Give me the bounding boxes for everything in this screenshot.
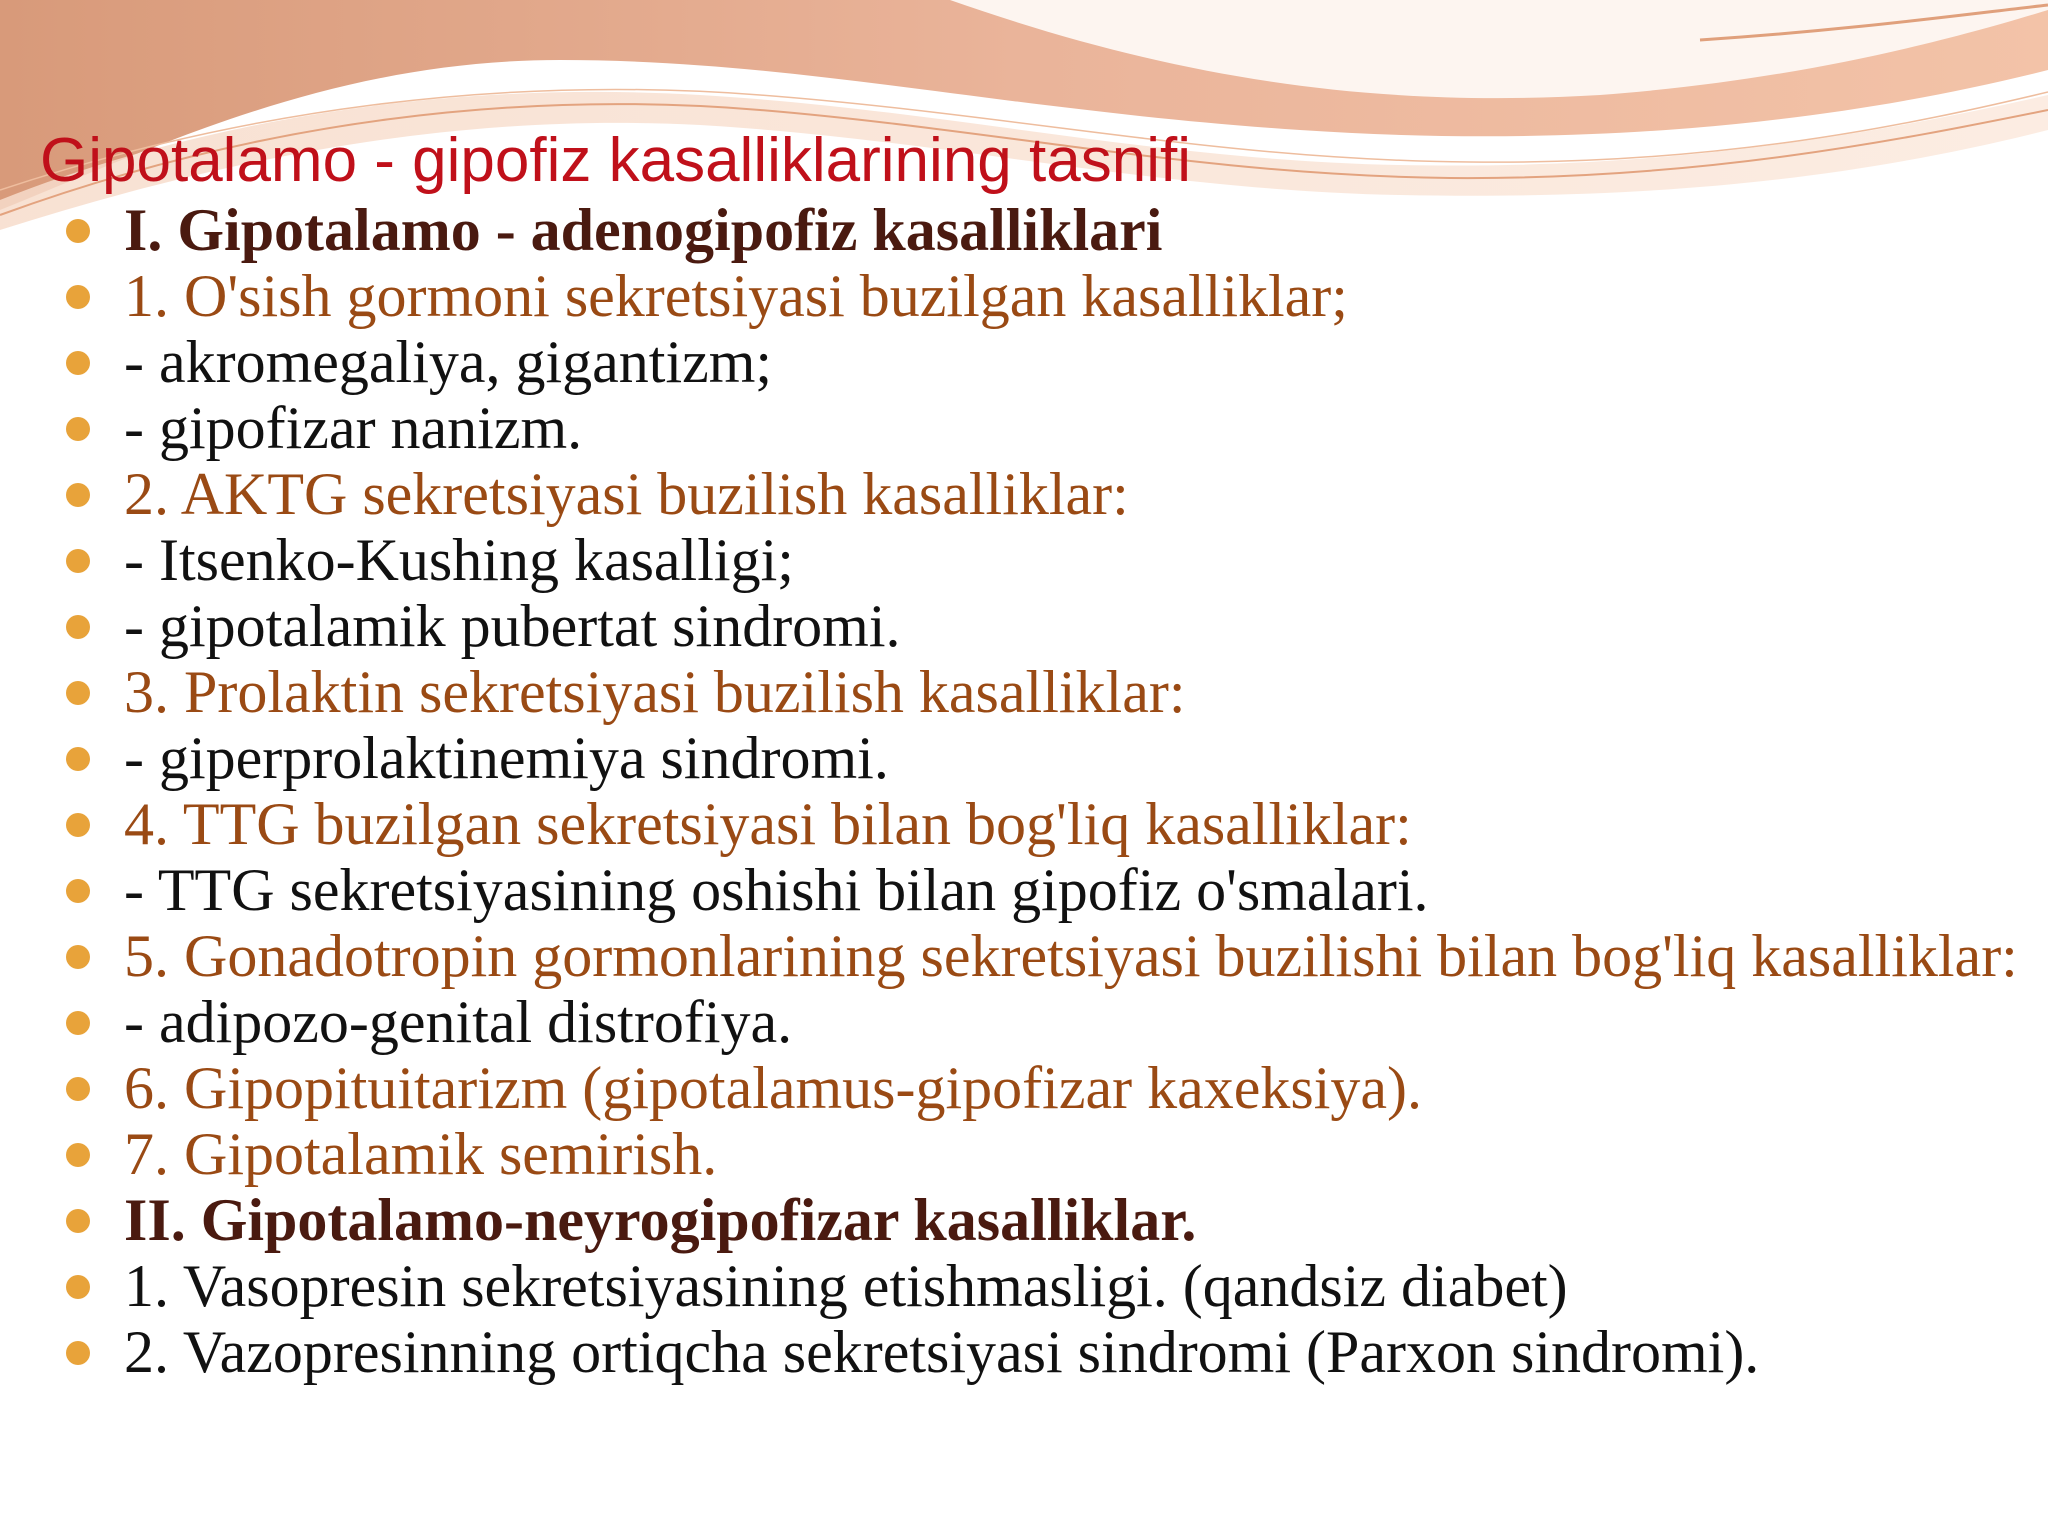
bullet-item bbox=[62, 1187, 2022, 1253]
bullet-text: - Itsenko-Kushing kasalligi; bbox=[124, 527, 794, 593]
bullet-item bbox=[62, 1055, 2022, 1121]
bullet-item bbox=[62, 659, 2022, 725]
bullet-item bbox=[62, 725, 2022, 791]
bullet-dot-icon bbox=[66, 813, 90, 837]
bullet-item bbox=[62, 197, 2022, 263]
bullet-list bbox=[62, 197, 2022, 1385]
bullet-dot-icon bbox=[66, 747, 90, 771]
bullet-dot-icon bbox=[66, 1077, 90, 1101]
bullet-item bbox=[62, 923, 2022, 989]
bullet-item bbox=[62, 791, 2022, 857]
bullet-text: 4. TTG buzilgan sekretsiyasi bilan bog'liq kasalliklar: bbox=[124, 791, 1412, 857]
bullet-dot-icon bbox=[66, 1011, 90, 1035]
bullet-item bbox=[62, 1121, 2022, 1187]
bullet-text: 3. Prolaktin sekretsiyasi buzilish kasalliklar: bbox=[124, 659, 1186, 725]
bullet-text: 2. Vazopresinning ortiqcha sekretsiyasi sindromi (Parxon sindromi). bbox=[124, 1319, 1760, 1385]
bullet-dot-icon bbox=[66, 879, 90, 903]
bullet-dot-icon bbox=[66, 615, 90, 639]
bullet-item bbox=[62, 1253, 2022, 1319]
bullet-text: - gipofizar nanizm. bbox=[124, 395, 583, 461]
bullet-text: 7. Gipotalamik semirish. bbox=[124, 1121, 718, 1187]
bullet-text: 1. Vasopresin sekretsiyasining etishmasligi. (qandsiz diabet) bbox=[124, 1253, 1568, 1319]
bullet-dot-icon bbox=[66, 1143, 90, 1167]
bullet-text: - giperprolaktinemiya sindromi. bbox=[124, 725, 889, 791]
bullet-dot-icon bbox=[66, 681, 90, 705]
bullet-dot-icon bbox=[66, 945, 90, 969]
slide-title: Gipotalamo - gipofiz kasalliklarining tasnifi bbox=[40, 126, 1191, 195]
bullet-dot-icon bbox=[66, 219, 90, 243]
bullet-dot-icon bbox=[66, 1209, 90, 1233]
bullet-dot-icon bbox=[66, 549, 90, 573]
bullet-dot-icon bbox=[66, 417, 90, 441]
bullet-text: II. Gipotalamo-neyrogipofizar kasalliklar. bbox=[124, 1187, 1197, 1253]
bullet-item bbox=[62, 857, 2022, 923]
bullet-dot-icon bbox=[66, 1275, 90, 1299]
bullet-text: I. Gipotalamo - adenogipofiz kasalliklari bbox=[124, 197, 1163, 263]
bullet-text: 6. Gipopituitarizm (gipotalamus-gipofizar kaxeksiya). bbox=[124, 1055, 1422, 1121]
bullet-text: 1. O'sish gormoni sekretsiyasi buzilgan kasalliklar; bbox=[124, 263, 1348, 329]
bullet-item bbox=[62, 1319, 2022, 1385]
bullet-text: 2. AKTG sekretsiyasi buzilish kasalliklar: bbox=[124, 461, 1129, 527]
bullet-text: - akromegaliya, gigantizm; bbox=[124, 329, 773, 395]
bullet-dot-icon bbox=[66, 351, 90, 375]
bullet-text: - gipotalamik pubertat sindromi. bbox=[124, 593, 901, 659]
bullet-item bbox=[62, 395, 2022, 461]
bullet-item bbox=[62, 989, 2022, 1055]
bullet-item bbox=[62, 593, 2022, 659]
bullet-text: - TTG sekretsiyasining oshishi bilan gipofiz o'smalari. bbox=[124, 857, 1429, 923]
bullet-item bbox=[62, 329, 2022, 395]
bullet-text: 5. Gonadotropin gormonlarining sekretsiyasi buzilishi bilan bog'liq kasalliklar: bbox=[124, 923, 2018, 989]
bullet-item bbox=[62, 461, 2022, 527]
bullet-dot-icon bbox=[66, 483, 90, 507]
bullet-dot-icon bbox=[66, 285, 90, 309]
bullet-item bbox=[62, 263, 2022, 329]
bullet-dot-icon bbox=[66, 1341, 90, 1365]
bullet-text: - adipozo-genital distrofiya. bbox=[124, 989, 793, 1055]
bullet-item bbox=[62, 527, 2022, 593]
